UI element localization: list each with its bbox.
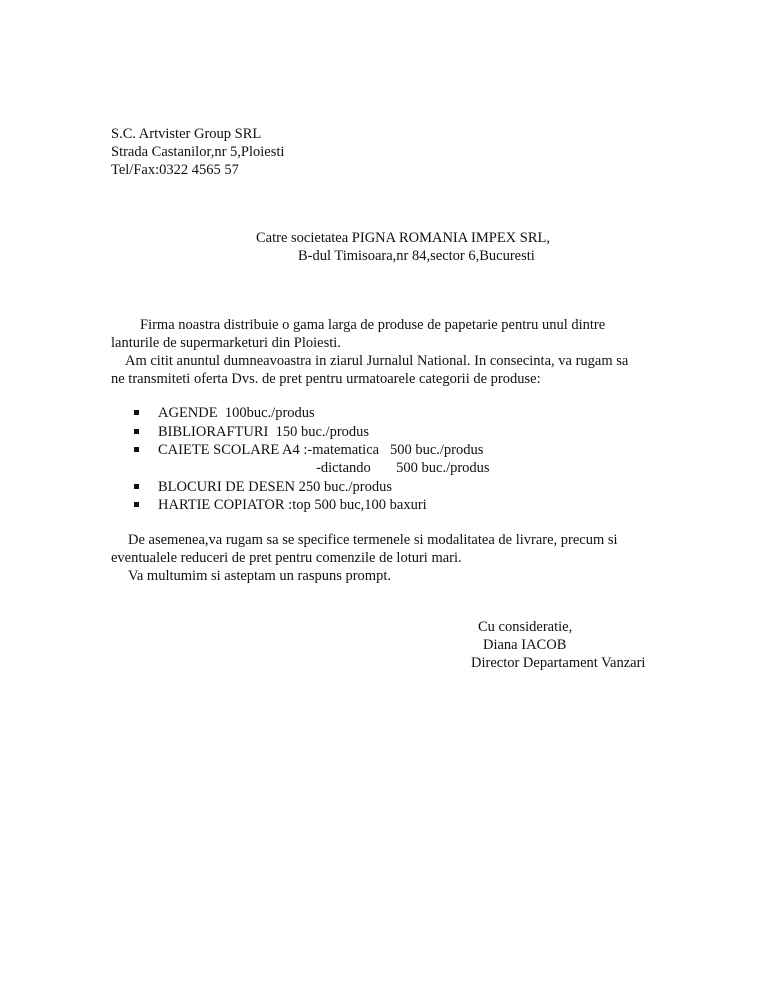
closing-paragraph-1-line-1: De asemenea,va rugam sa se specifice termenele si modalitatea de livrare, precum si: [128, 532, 618, 548]
sender-company: S.C. Artvister Group SRL: [111, 126, 262, 142]
body-paragraph-2-line-2: ne transmiteti oferta Dvs. de pret pentru urmatoarele categorii de produse:: [111, 371, 541, 387]
product-item-3-subline: -dictando 500 buc./produs: [316, 460, 490, 476]
bullet-icon: [134, 484, 139, 489]
bullet-icon: [134, 447, 139, 452]
product-item-5: HARTIE COPIATOR :top 500 buc,100 baxuri: [158, 497, 427, 513]
body-paragraph-2-line-1: Am citit anuntul dumneavoastra in ziarul Jurnalul National. In consecinta, va rugam sa: [125, 353, 629, 369]
recipient-address: B-dul Timisoara,nr 84,sector 6,Bucuresti: [298, 248, 535, 264]
product-item-4: BLOCURI DE DESEN 250 buc./produs: [158, 479, 393, 495]
bullet-icon: [134, 502, 139, 507]
signature-title: Director Departament Vanzari: [471, 655, 646, 671]
product-item-1: AGENDE 100buc./produs: [158, 405, 315, 421]
sender-phone: Tel/Fax:0322 4565 57: [111, 162, 239, 178]
signature-salutation: Cu consideratie,: [478, 619, 573, 635]
sender-address: Strada Castanilor,nr 5,Ploiesti: [111, 144, 285, 160]
body-paragraph-1-line-1: Firma noastra distribuie o gama larga de produse de papetarie pentru unul dintre: [140, 317, 606, 333]
closing-paragraph-2: Va multumim si asteptam un raspuns prompt.: [128, 568, 391, 584]
closing-paragraph-1-line-2: eventualele reduceri de pret pentru comenzile de loturi mari.: [111, 550, 462, 566]
product-item-3: CAIETE SCOLARE A4 :-matematica 500 buc./produs: [158, 442, 484, 458]
recipient-name: Catre societatea PIGNA ROMANIA IMPEX SRL,: [256, 230, 551, 246]
bullet-icon: [134, 410, 139, 415]
body-paragraph-1-line-2: lanturile de supermarketuri din Ploiesti.: [111, 335, 341, 351]
bullet-icon: [134, 429, 139, 434]
product-item-2: BIBLIORAFTURI 150 buc./produs: [158, 424, 370, 440]
signature-name: Diana IACOB: [483, 637, 567, 653]
